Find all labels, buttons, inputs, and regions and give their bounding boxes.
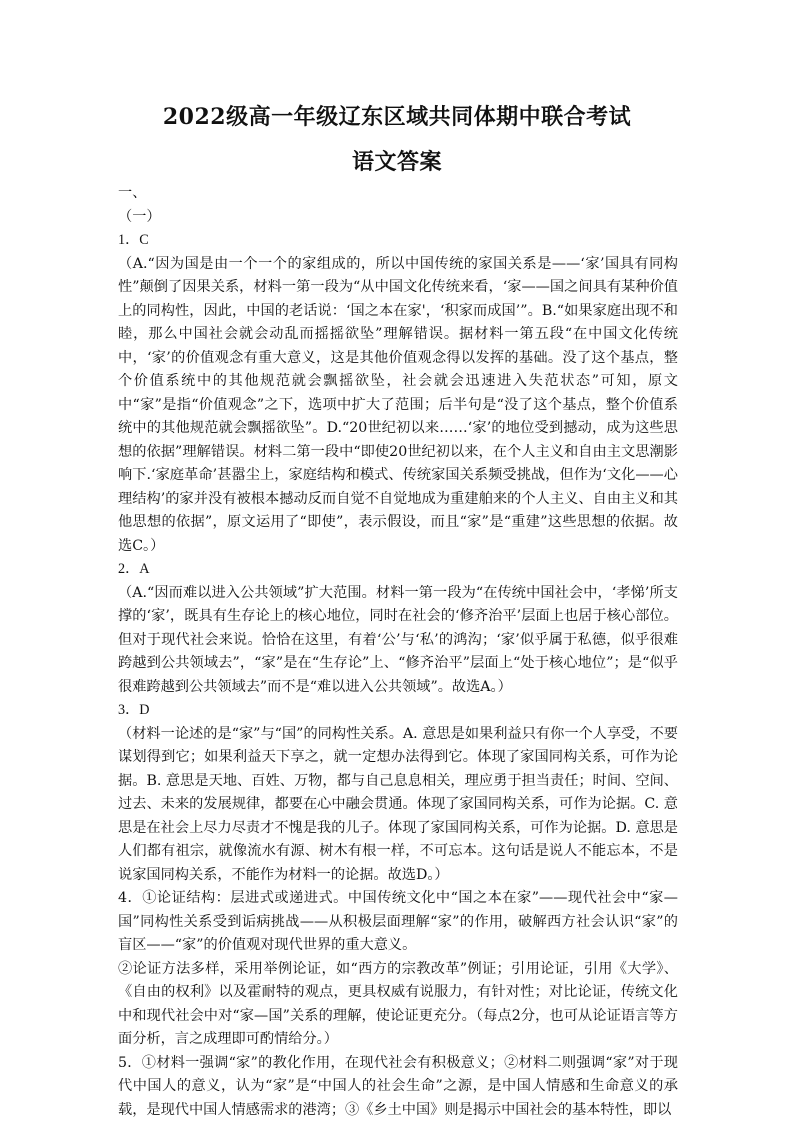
answer-content: [118, 182, 678, 1122]
document-subtitle: 语文答案: [351, 149, 442, 175]
question-3-explanation: （材料一论述的是“家”与“国”的同构性关系。A. 意思是如果利益只有你一个人享受，不要谋划得到它；如果利益天下享之，就一定想办法得到它。体现了家国同构关系，可作为论据。B. 意思是天地、百姓、万物，都与自己息息相关，理应勇于担当责任；时间、空间、过去、未来的发展规律，都要在心中融会贯通。体现了家国同构关系，可作为论据。C. 意思是在社会上尽力尽责才不愧是我的儿子。体现了家国同构关系，可作为论据。D. 意思是人们都有祖宗，就像流水有源、树木有根一样，不可忘本。这句话是说人不能忘本，不是说家国同构关系，不能作为材料一的论据。故选D。）: [118, 725, 678, 883]
question-1-explanation: （A.“因为国是由一个一个的家组成的，所以中国传统的家国关系是——‘家’国具有同构性”颠倒了因果关系，材料一第一段为“从中国文化传统来看，‘家——国之间具有某种价值上的同构性，因此，中国的老话说：‘国之本在家'，‘积家而成国’”。B.“如果家庭出现不和睦，那么中国社会就会动乱而摇摇欲坠”理解错误。据材料一第五段“在中国文化传统中，‘家’的价值观念有重大意义，这是其他价值观念得以发挥的基础。没了这个基点，整个价值系统中的其他规范就会飘摇欲坠，社会就会迅速进入失范状态”可知，原文中“家”是指“价值观念”之下，选项中扩大了范围；后半句是“没了这个基点，整个价值系统中的其他规范就会飘摇欲坠”。D.“20世纪初以来……‘家’的地位受到撼动，成为这些思想的依据”理解错误。材料二第一段中“即使20世纪初以来，在个人主义和自由主文思潮影响下.‘家庭革命’甚嚣尘上，家庭结构和模式、传统家国关系频受挑战，但作为‘文化——心理结构’的家并没有被根本撼动反而自觉不自觉地成为重建舶来的个人主义、自由主义和其他思想的依据”，原文运用了“即使”，表示假设，而且“家”是“重建”这些思想的依据。故选C。）: [118, 255, 678, 554]
section-heading: 一、: [118, 185, 147, 201]
question-3-answer: 3．D: [118, 702, 150, 718]
subsection-heading: （一）: [118, 208, 161, 225]
question-2-answer: 2．A: [118, 561, 150, 577]
question-4-point-2: ②论证方法多样，采用举例论证，如“西方的宗教改革”例证；引用论证，引用《大学》、《自由的权利》以及霍耐特的观点，更具权威有说服力，有针对性；对比论证，传统文化中和现代社会中对“家—国”关系的理解，使论证更充分。（每点2分，也可从论证语言等方面分析，言之成理即可酌情给分。）: [118, 960, 678, 1047]
document-title: 2022级高一年级辽东区域共同体期中联合考试: [162, 104, 632, 130]
question-5-answer: 5．①材料一强调“家”的教化作用，在现代社会有积极意义；②材料二则强调“家”对于现代中国人的意义，认为“家”是“中国人的社会生命”之源，是中国人情感和生命意义的承载，是现代中国人情感需求的港湾；③《乡土中国》则是揭示中国社会的基本特性，即以: [118, 1054, 678, 1118]
question-2-explanation: （A.“因而难以进入公共领域”扩大范围。材料一第一段为“在传统中国社会中，‘孝悌’所支撑的‘家’，既具有生存论上的核心地位，同时在社会的‘修齐治平’层面上也居于核心部位。但对于现代社会来说。恰恰在这里，有着‘公’与‘私’的鸿沟；‘家’似乎属于私德，似乎很难跨越到公共领域去”，“家”是在“生存论”上、“修齐治平”层面上“处于核心地位”；是“似乎很难跨越到公共领域去”而不是“难以进入公共领域”。故选A。）: [118, 584, 678, 695]
question-4-point-1: 4．①论证结构：层进式或递进式。中国传统文化中“国之本在家”——现代社会中“家—国”同构性关系受到诟病挑战——从积极层面理解“家”的作用，破解西方社会认识“家”的盲区——“家”的价值观对现代世界的重大意义。: [118, 890, 678, 953]
question-1-answer: 1．C: [118, 232, 149, 248]
